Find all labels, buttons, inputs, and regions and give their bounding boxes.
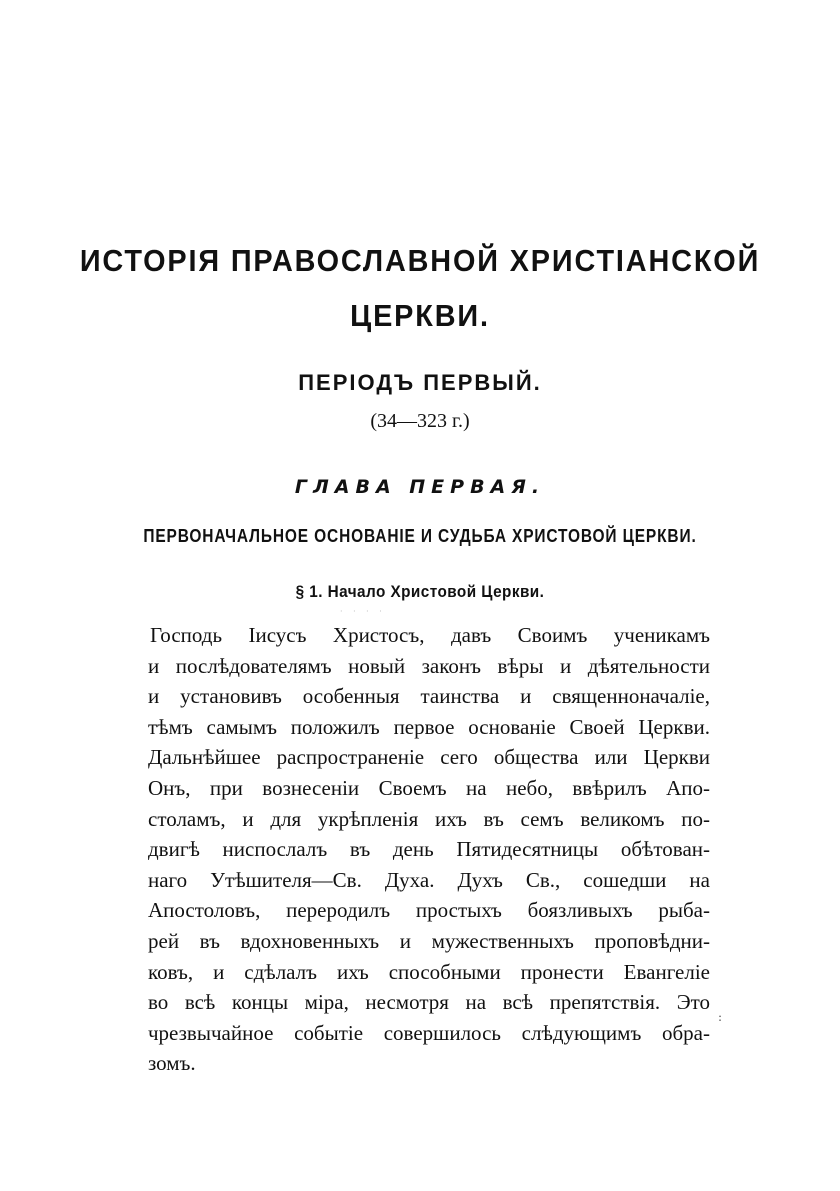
body-line: Дальнѣйшее распространеніе сего общества или Церкви (148, 745, 710, 770)
print-artifact: · · · · (340, 607, 386, 616)
body-line: тѣмъ самымъ положилъ первое основаніе Своей Церкви. (148, 714, 710, 739)
chapter-subtitle: ПЕРВОНАЧАЛЬНОЕ ОСНОВАНІЕ И СУДЬБА ХРИСТОВОЙ ЦЕРКВИ. (143, 526, 697, 546)
body-line: Апостоловъ, переродилъ простыхъ боязливыхъ рыба- (148, 898, 710, 923)
body-line: Господь Іисусъ Христосъ, давъ Своимъ ученикамъ (150, 623, 710, 647)
book-title-line-1: ИСТОРІЯ ПРАВОСЛАВНОЙ ХРИСТІАНСКОЙ (79, 243, 761, 278)
period-heading: ПЕРІОДЪ ПЕРВЫЙ. (298, 370, 542, 395)
body-line: Онъ, при вознесеніи Своемъ на небо, ввѣрилъ Апо- (148, 775, 710, 800)
margin-mark: : (718, 1010, 723, 1024)
body-line: столамъ, и для укрѣпленія ихъ въ семъ великомъ по- (148, 806, 710, 831)
book-title-line-2: ЦЕРКВИ. (350, 298, 490, 333)
body-line: ковъ, и сдѣлалъ ихъ способными пронести Евангеліе (148, 959, 710, 984)
chapter-heading: ГЛАВА ПЕРВАЯ. (294, 476, 546, 498)
body-line: двигѣ ниспослалъ въ день Пятидесятницы обѣтован- (148, 837, 710, 862)
section-heading: § 1. Начало Христовой Церкви. (295, 582, 545, 601)
body-line: во всѣ концы міра, несмотря на всѣ препятствія. Это (148, 990, 710, 1015)
body-line: и установивъ особенныя таинства и священноначаліе, (148, 684, 710, 709)
body-paragraph (148, 620, 710, 1079)
body-line: зомъ. (148, 1051, 196, 1076)
body-line: и послѣдователямъ новый законъ вѣры и дѣятельности (148, 653, 710, 678)
body-line: чрезвычайное событіе совершилось слѣдующимъ обра- (148, 1020, 710, 1045)
body-line: наго Утѣшителя—Св. Духа. Духъ Св., сошедши на (148, 867, 710, 892)
period-years: (34—323 г.) (370, 410, 470, 432)
body-line: рей въ вдохновенныхъ и мужественныхъ проповѣдни- (148, 928, 710, 953)
